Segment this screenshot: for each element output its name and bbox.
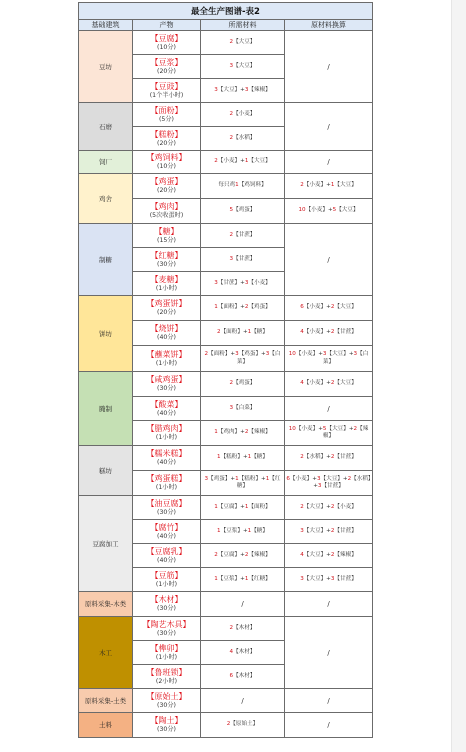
building-cell: 糕坊 bbox=[79, 446, 133, 496]
product-time: (2小时) bbox=[155, 677, 178, 685]
building-cell: 原料采集-土类 bbox=[79, 689, 133, 713]
building-cell: 鸡舍 bbox=[79, 174, 133, 224]
materials-cell: 4【木材】 bbox=[201, 641, 285, 665]
product-time: (5分) bbox=[159, 115, 174, 123]
product-name: 【油豆腐】 bbox=[146, 498, 187, 508]
raw-cell: 6【小麦】+3【大豆】+2【水稻】+3【甘蔗】 bbox=[285, 471, 373, 496]
raw-cell: / bbox=[285, 31, 373, 103]
production-table bbox=[78, 2, 373, 738]
product-cell bbox=[133, 346, 201, 372]
product-name: 【陶艺木具】 bbox=[142, 619, 191, 629]
building-cell: 饲厂 bbox=[79, 151, 133, 174]
product-cell bbox=[133, 224, 201, 248]
table-row bbox=[79, 446, 373, 471]
product-time: (1小时) bbox=[155, 580, 178, 588]
product-time: (30分) bbox=[157, 385, 176, 392]
materials-cell: 3【鸡蛋】+1【糕粉】+1【红糖】 bbox=[201, 471, 285, 496]
product-cell bbox=[133, 471, 201, 496]
product-time: (30分) bbox=[157, 629, 176, 637]
raw-cell: / bbox=[285, 103, 373, 151]
product-name: 【麦糖】 bbox=[150, 274, 183, 284]
product-cell bbox=[133, 151, 201, 174]
product-time: (30分) bbox=[157, 508, 176, 516]
product-time: (15分) bbox=[157, 236, 176, 244]
materials-cell: 1【糕粉】+1【糖】 bbox=[201, 446, 285, 471]
product-time: (1小时) bbox=[155, 653, 178, 661]
header-product: 产物 bbox=[133, 20, 201, 31]
product-name: 【豆腐】 bbox=[150, 33, 183, 43]
product-cell bbox=[133, 296, 201, 321]
raw-cell: 2【小麦】+1【大豆】 bbox=[285, 174, 373, 199]
materials-cell: 1【豆腐】+1【面粉】 bbox=[201, 496, 285, 520]
building-cell: 木工 bbox=[79, 617, 133, 689]
product-cell bbox=[133, 199, 201, 224]
product-time: (1小时) bbox=[155, 434, 178, 441]
product-cell bbox=[133, 496, 201, 520]
product-cell bbox=[133, 689, 201, 713]
product-time: (20分) bbox=[157, 139, 176, 147]
product-cell bbox=[133, 713, 201, 738]
building-cell: 豆坊 bbox=[79, 31, 133, 103]
product-time: (20分) bbox=[157, 67, 176, 75]
product-name: 【糕粉】 bbox=[150, 129, 183, 139]
product-name: 【木材】 bbox=[150, 595, 183, 604]
product-name: 【豆浆】 bbox=[150, 57, 183, 67]
materials-cell: 5【鸡蛋】 bbox=[201, 199, 285, 224]
table-row bbox=[79, 372, 373, 397]
raw-cell: 4【小麦】+2【甘蔗】 bbox=[285, 321, 373, 346]
building-cell: 饼坊 bbox=[79, 296, 133, 372]
table-row bbox=[79, 617, 373, 641]
product-name: 【豆豉】 bbox=[150, 81, 183, 91]
raw-cell: 4【大豆】+2【辣椒】 bbox=[285, 544, 373, 568]
raw-cell: 4【小麦】+2【大豆】 bbox=[285, 372, 373, 397]
materials-cell: 2【面粉】+1【糖】 bbox=[201, 321, 285, 346]
product-cell bbox=[133, 446, 201, 471]
product-cell bbox=[133, 127, 201, 151]
product-time: (1小时) bbox=[155, 484, 178, 491]
raw-cell: / bbox=[285, 617, 373, 689]
product-name: 【榫卯】 bbox=[150, 643, 183, 653]
raw-cell: / bbox=[285, 713, 373, 738]
building-cell: 原料采集-木类 bbox=[79, 592, 133, 617]
product-name: 【咸鸡蛋】 bbox=[146, 375, 187, 384]
raw-cell: / bbox=[285, 592, 373, 617]
page-title: 最全生产图谱-表2 bbox=[79, 3, 373, 20]
building-cell: 土料 bbox=[79, 713, 133, 738]
materials-cell: 2【木材】 bbox=[201, 617, 285, 641]
right-scroll-strip bbox=[451, 0, 466, 752]
product-name: 【豆筋】 bbox=[150, 570, 183, 580]
product-cell bbox=[133, 568, 201, 592]
product-name: 【鸡饲料】 bbox=[146, 153, 187, 162]
materials-cell: 2【小麦】 bbox=[201, 103, 285, 127]
product-name: 【糯米糕】 bbox=[146, 449, 187, 458]
table-row bbox=[79, 713, 373, 738]
product-time: (40分) bbox=[157, 334, 176, 341]
table-row bbox=[79, 103, 373, 127]
materials-cell: 2【原始土】 bbox=[201, 713, 285, 738]
product-name: 【糖】 bbox=[154, 226, 179, 236]
materials-cell: 每只鸡1【鸡饲料】 bbox=[201, 174, 285, 199]
product-time: (10分) bbox=[157, 163, 176, 170]
product-cell bbox=[133, 617, 201, 641]
raw-cell: / bbox=[285, 689, 373, 713]
table-row bbox=[79, 174, 373, 199]
product-time: (40分) bbox=[157, 409, 176, 417]
product-cell bbox=[133, 79, 201, 103]
table-row bbox=[79, 689, 373, 713]
product-cell bbox=[133, 592, 201, 617]
product-name: 【烧饼】 bbox=[150, 324, 183, 333]
product-cell bbox=[133, 372, 201, 397]
materials-cell: 2【面粉】+3【鸡蛋】+3【白菜】 bbox=[201, 346, 285, 372]
product-name: 【陶土】 bbox=[150, 716, 183, 725]
table-row bbox=[79, 224, 373, 248]
product-name: 【豆腐乳】 bbox=[146, 546, 187, 556]
materials-cell: 2【小麦】+1【大豆】 bbox=[201, 151, 285, 174]
product-time: (40分) bbox=[157, 556, 176, 564]
materials-cell: 3【白菜】 bbox=[201, 397, 285, 421]
product-time: (30分) bbox=[157, 726, 176, 733]
materials-cell: 3【甘蔗】+3【小麦】 bbox=[201, 272, 285, 296]
building-cell: 豆腐加工 bbox=[79, 496, 133, 592]
table-row bbox=[79, 496, 373, 520]
building-cell: 制糖 bbox=[79, 224, 133, 296]
product-time: (1个半小时) bbox=[149, 91, 184, 99]
product-cell bbox=[133, 544, 201, 568]
product-name: 【鸡蛋】 bbox=[150, 177, 183, 186]
materials-cell: 3【甘蔗】 bbox=[201, 248, 285, 272]
product-cell bbox=[133, 641, 201, 665]
materials-cell: / bbox=[201, 689, 285, 713]
product-name: 【酸菜】 bbox=[150, 399, 183, 409]
raw-cell: 2【大豆】+2【小麦】 bbox=[285, 496, 373, 520]
product-cell bbox=[133, 55, 201, 79]
product-cell bbox=[133, 174, 201, 199]
raw-cell: 10【小麦】+3【大豆】+3【白菜】 bbox=[285, 346, 373, 372]
materials-cell: 1【鸡肉】+2【辣椒】 bbox=[201, 421, 285, 446]
product-name: 【腊鸡肉】 bbox=[146, 424, 187, 433]
raw-cell: 6【小麦】+2【大豆】 bbox=[285, 296, 373, 321]
product-time: (10分) bbox=[157, 43, 176, 51]
raw-cell: 10【小麦】+5【大豆】 bbox=[285, 199, 373, 224]
materials-cell: 6【木材】 bbox=[201, 665, 285, 689]
materials-cell: 3【大豆】 bbox=[201, 55, 285, 79]
product-name: 【鸡肉】 bbox=[150, 202, 183, 211]
product-time: (5次收蛋时) bbox=[149, 212, 184, 219]
raw-cell: / bbox=[285, 397, 373, 421]
table-row bbox=[79, 31, 373, 55]
product-cell bbox=[133, 520, 201, 544]
product-time: (40分) bbox=[157, 459, 176, 466]
product-name: 【鲁班锁】 bbox=[146, 667, 187, 677]
product-name: 【鸡蛋糕】 bbox=[146, 474, 187, 483]
materials-cell: 1【豆浆】+1【红糖】 bbox=[201, 568, 285, 592]
raw-cell: / bbox=[285, 151, 373, 174]
product-cell bbox=[133, 321, 201, 346]
product-time: (20分) bbox=[157, 309, 176, 316]
raw-cell: / bbox=[285, 224, 373, 296]
materials-cell: 2【鸡蛋】 bbox=[201, 372, 285, 397]
product-time: (1小时) bbox=[155, 284, 178, 292]
product-cell bbox=[133, 397, 201, 421]
building-cell: 石磨 bbox=[79, 103, 133, 151]
materials-cell: 3【大豆】+3【辣椒】 bbox=[201, 79, 285, 103]
product-name: 【红糖】 bbox=[150, 250, 183, 260]
product-time: (40分) bbox=[157, 532, 176, 540]
header-building: 基础建筑 bbox=[79, 20, 133, 31]
materials-cell: 2【豆腐】+2【辣椒】 bbox=[201, 544, 285, 568]
header-raw: 原材料换算 bbox=[285, 20, 373, 31]
materials-cell: / bbox=[201, 592, 285, 617]
raw-cell: 3【大豆】+3【甘蔗】 bbox=[285, 568, 373, 592]
product-time: (30分) bbox=[157, 701, 176, 709]
product-time: (30分) bbox=[157, 260, 176, 268]
product-name: 【鸡蛋饼】 bbox=[146, 299, 187, 308]
product-name: 【蘸菜饼】 bbox=[146, 349, 187, 359]
product-time: (20分) bbox=[157, 187, 176, 194]
raw-cell: 3【大豆】+2【甘蔗】 bbox=[285, 520, 373, 544]
product-time: (1小时) bbox=[155, 359, 178, 367]
table-row bbox=[79, 592, 373, 617]
product-cell bbox=[133, 421, 201, 446]
building-cell: 腌制 bbox=[79, 372, 133, 446]
product-cell bbox=[133, 248, 201, 272]
table-row bbox=[79, 151, 373, 174]
table-row bbox=[79, 296, 373, 321]
materials-cell: 1【豆浆】+1【糖】 bbox=[201, 520, 285, 544]
product-name: 【面粉】 bbox=[150, 105, 183, 115]
raw-cell: 10【小麦】+5【大豆】+2【辣椒】 bbox=[285, 421, 373, 446]
materials-cell: 2【甘蔗】 bbox=[201, 224, 285, 248]
header-materials: 所需材料 bbox=[201, 20, 285, 31]
product-cell bbox=[133, 103, 201, 127]
product-cell bbox=[133, 665, 201, 689]
raw-cell: 2【水稻】+2【甘蔗】 bbox=[285, 446, 373, 471]
product-name: 【腐竹】 bbox=[150, 522, 183, 532]
materials-cell: 2【大豆】 bbox=[201, 31, 285, 55]
materials-cell: 1【面粉】+2【鸡蛋】 bbox=[201, 296, 285, 321]
product-time: (30分) bbox=[157, 605, 176, 612]
product-name: 【原始土】 bbox=[146, 691, 187, 701]
materials-cell: 2【水稻】 bbox=[201, 127, 285, 151]
product-cell bbox=[133, 31, 201, 55]
product-cell bbox=[133, 272, 201, 296]
